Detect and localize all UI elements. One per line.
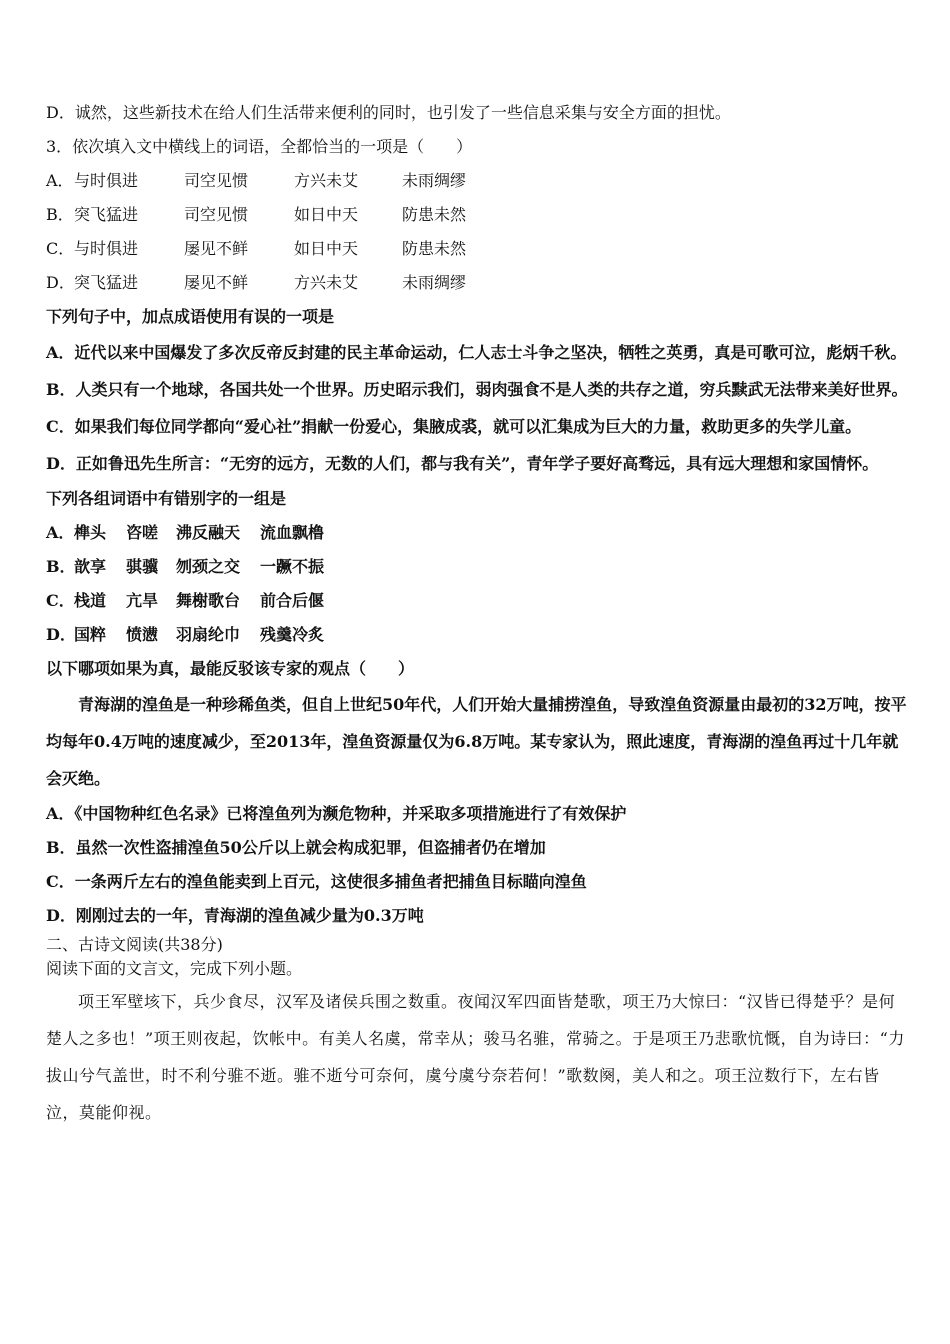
option-word: 屡见不鲜 [184,239,249,258]
option-word: 流血飘橹 [260,523,325,542]
option-label: C． [46,591,75,610]
option-word: 方兴未艾 [294,273,359,292]
q6-option-c: C．一条两斤左右的湟鱼能卖到上百元，这使很多捕鱼者把捕鱼目标瞄向湟鱼 [46,872,587,891]
option-word: 咨嗟 [126,523,159,542]
q4-option-d: D．正如鲁迅先生所言：“无穷的远方，无数的人们，都与我有关”，青年学子要好高骛远，具有远大理想和家国情怀。 [46,454,879,473]
section-2-title: 二、古诗文阅读(共38分) [46,935,223,954]
q3-option-b [46,198,908,232]
q5-option-a [46,516,908,550]
option-word: 与时俱进 [74,171,139,190]
q5-option-b [46,550,908,584]
option-word: 突飞猛进 [74,205,139,224]
option-label: A． [46,171,74,190]
option-label: A． [46,523,75,542]
option-word: 沸反融天 [176,523,241,542]
option-word: 愤懑 [126,625,159,644]
option-word: 栈道 [74,591,107,610]
document-page [46,96,908,1131]
option-word: 亢旱 [126,591,159,610]
q5-option-c [46,584,908,618]
q6-option-d: D．刚刚过去的一年，青海湖的湟鱼减少量为0.3万吨 [46,906,424,925]
option-word: 如日中天 [294,205,359,224]
q3-option-a [46,164,908,198]
option-word: 如日中天 [294,239,359,258]
option-word: 前合后偃 [260,591,325,610]
option-label: B． [46,205,74,224]
option-label: D． [46,625,76,644]
q6-stem: 以下哪项如果为真，最能反驳该专家的观点（ ） [46,659,415,678]
q4-option-a: A．近代以来中国爆发了多次反帝反封建的民主革命运动，仁人志士斗争之坚决，牺牲之英勇，真是可歌可泣，彪炳千秋。 [46,343,907,362]
option-word: 司空见惯 [184,205,249,224]
q4-stem: 下列句子中，加点成语使用有误的一项是 [46,307,335,326]
option-word: 突飞猛进 [74,273,139,292]
option-word: 骐骥 [126,557,159,576]
option-word: 方兴未艾 [294,171,359,190]
option-label: D． [46,273,75,292]
q3-option-d [46,266,908,300]
option-word: 残羹冷炙 [260,625,325,644]
q5-option-d [46,618,908,652]
q4-option-c: C．如果我们每位同学都向“爱心社”捐献一份爱心，集腋成裘，就可以汇集成为巨大的力量，救助更多的失学儿童。 [46,417,862,436]
q4-option-b: B．人类只有一个地球，各国共处一个世界。历史昭示我们，弱肉强食不是人类的共存之道，穷兵黩武无法带来美好世界。 [46,380,908,399]
option-word: 舞榭歌台 [176,591,241,610]
q6-passage: 青海湖的湟鱼是一种珍稀鱼类，但自上世纪50年代，人们开始大量捕捞湟鱼，导致湟鱼资源量由最初的32万吨，按平均每年0.4万吨的速度减少，至2013年，湟鱼资源量仅为6.8万吨。某专家认为，照此速度，青海湖的湟鱼再过十几年就会灭绝。 [46,695,907,788]
option-word: 榫头 [74,523,107,542]
option-word: 一蹶不振 [260,557,325,576]
option-word: 未雨绸缪 [402,273,467,292]
option-word: 歆享 [74,557,107,576]
q3-option-c [46,232,908,266]
q2-option-d: D．诚然，这些新技术在给人们生活带来便利的同时，也引发了一些信息采集与安全方面的担忧。 [46,103,731,122]
option-word: 与时俱进 [74,239,139,258]
q3-stem: 3．依次填入文中横线上的词语，全都恰当的一项是（ ） [46,137,473,156]
option-word: 屡见不鲜 [184,273,249,292]
q5-stem: 下列各组词语中有错别字的一组是 [46,489,287,508]
option-word: 未雨绸缪 [402,171,467,190]
classical-passage: 项王军壁垓下，兵少食尽，汉军及诸侯兵围之数重。夜闻汉军四面皆楚歌，项王乃大惊曰：“汉皆已得楚乎？是何楚人之多也！”项王则夜起，饮帐中。有美人名虞，常幸从；骏马名骓，常骑之。于是项王乃悲歌忼慨，自为诗曰：“力拔山兮气盖世，时不利兮骓不逝。骓不逝兮可奈何，虞兮虞兮奈若何！”歌数阕，美人和之。项王泣数行下，左右皆泣，莫能仰视。 [46,992,905,1122]
option-label: B． [46,557,76,576]
option-label: C． [46,239,75,258]
option-word: 羽扇纶巾 [176,625,241,644]
option-word: 司空见惯 [184,171,249,190]
option-word: 防患未然 [402,205,467,224]
option-word: 国粹 [74,625,107,644]
option-word: 防患未然 [402,239,467,258]
option-word: 刎颈之交 [176,557,241,576]
section-2-instruction: 阅读下面的文言文，完成下列小题。 [46,959,303,978]
q6-option-b: B．虽然一次性盗捕湟鱼50公斤以上就会构成犯罪，但盗捕者仍在增加 [46,838,546,857]
q6-option-a: A．《中国物种红色名录》已将湟鱼列为濒危物种，并采取多项措施进行了有效保护 [46,804,627,823]
